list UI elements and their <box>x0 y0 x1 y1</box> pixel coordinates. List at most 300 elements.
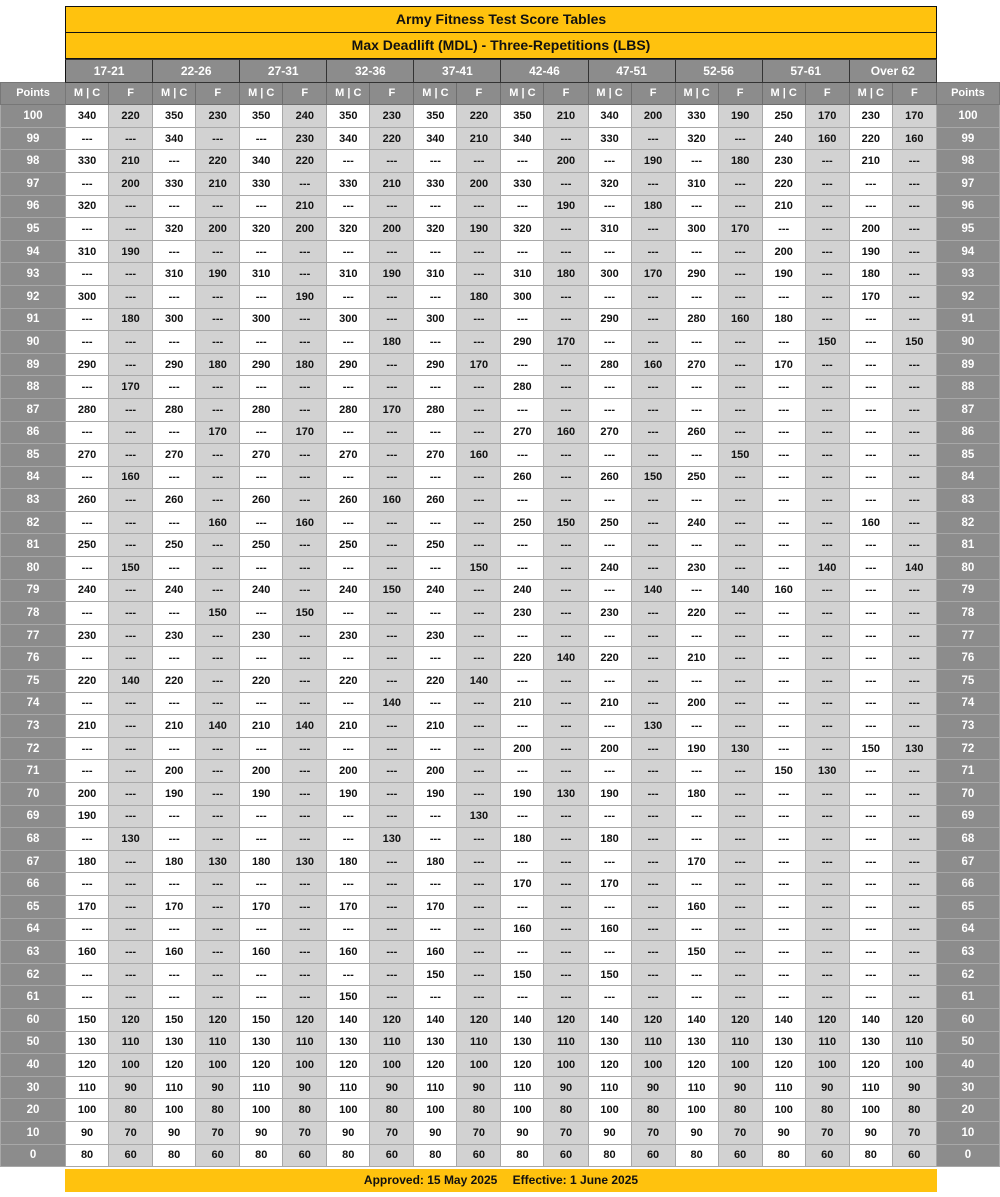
score-cell-mc: --- <box>501 489 544 512</box>
score-cell-f: 90 <box>196 1076 240 1099</box>
score-cell-mc: --- <box>762 602 805 625</box>
score-cell-mc: 90 <box>501 1121 544 1144</box>
score-cell-f: 110 <box>283 1031 327 1054</box>
age-group-header: 42-46 <box>501 60 588 83</box>
score-cell-f: --- <box>109 602 153 625</box>
score-cell-f: --- <box>196 285 240 308</box>
score-cell-f: 90 <box>892 1076 936 1099</box>
score-cell-f: 110 <box>892 1031 936 1054</box>
score-cell-f: 80 <box>544 1099 588 1122</box>
score-cell-mc: 150 <box>501 963 544 986</box>
score-cell-f: --- <box>631 489 675 512</box>
table-row <box>1 963 1000 986</box>
score-cell-mc: --- <box>66 557 109 580</box>
score-cell-f: 120 <box>283 1008 327 1031</box>
points-cell-right: 85 <box>936 444 999 467</box>
score-cell-mc: 140 <box>414 1008 457 1031</box>
score-cell-f: --- <box>283 918 327 941</box>
score-cell-mc: --- <box>849 670 892 693</box>
score-cell-f: 80 <box>718 1099 762 1122</box>
score-cell-mc: 270 <box>240 444 283 467</box>
score-cell-f: 80 <box>370 1099 414 1122</box>
score-cell-mc: 90 <box>414 1121 457 1144</box>
points-cell-right: 89 <box>936 353 999 376</box>
score-cell-f: --- <box>457 624 501 647</box>
score-cell-mc: 140 <box>588 1008 631 1031</box>
score-cell-mc: --- <box>675 963 718 986</box>
score-cell-f: --- <box>196 534 240 557</box>
score-cell-mc: --- <box>66 647 109 670</box>
score-cell-f: --- <box>457 647 501 670</box>
score-cell-mc: --- <box>762 624 805 647</box>
score-cell-mc: --- <box>762 895 805 918</box>
score-cell-mc: --- <box>762 873 805 896</box>
score-cell-f: 60 <box>370 1144 414 1167</box>
score-cell-f: --- <box>892 353 936 376</box>
score-cell-mc: --- <box>153 240 196 263</box>
score-cell-mc: --- <box>849 602 892 625</box>
score-cell-f: 90 <box>283 1076 327 1099</box>
score-cell-f: --- <box>631 398 675 421</box>
points-cell-left: 73 <box>1 715 66 738</box>
score-cell-f: --- <box>805 624 849 647</box>
score-cell-mc: 150 <box>588 963 631 986</box>
score-cell-f: --- <box>283 895 327 918</box>
score-cell-mc: 250 <box>327 534 370 557</box>
score-cell-mc: 240 <box>501 579 544 602</box>
score-cell-f: --- <box>805 240 849 263</box>
points-cell-left: 87 <box>1 398 66 421</box>
score-cell-mc: 230 <box>588 602 631 625</box>
score-cell-mc: --- <box>588 376 631 399</box>
score-cell-f: 190 <box>109 240 153 263</box>
score-cell-mc: 240 <box>66 579 109 602</box>
score-cell-f: 90 <box>805 1076 849 1099</box>
score-cell-mc: 110 <box>327 1076 370 1099</box>
score-cell-mc: 80 <box>153 1144 196 1167</box>
score-cell-mc: --- <box>762 398 805 421</box>
score-cell-f: --- <box>283 783 327 806</box>
score-cell-f: 210 <box>283 195 327 218</box>
points-cell-right: 10 <box>936 1121 999 1144</box>
table-row <box>1 466 1000 489</box>
score-cell-mc: 100 <box>327 1099 370 1122</box>
score-cell-f: 200 <box>631 105 675 128</box>
score-cell-mc: --- <box>849 534 892 557</box>
score-cell-f: --- <box>283 579 327 602</box>
score-cell-f: 230 <box>196 105 240 128</box>
score-cell-mc: 240 <box>240 579 283 602</box>
table-row <box>1 421 1000 444</box>
score-cell-f: --- <box>631 308 675 331</box>
table-row <box>1 1076 1000 1099</box>
score-cell-f: --- <box>718 986 762 1009</box>
points-cell-left: 72 <box>1 737 66 760</box>
score-cell-f: 130 <box>805 760 849 783</box>
score-cell-f: --- <box>109 195 153 218</box>
score-cell-f: 190 <box>718 105 762 128</box>
score-cell-mc: 230 <box>762 150 805 173</box>
score-cell-f: --- <box>457 737 501 760</box>
score-cell-mc: --- <box>501 670 544 693</box>
male-combat-header: M | C <box>327 82 370 105</box>
score-cell-mc: --- <box>675 986 718 1009</box>
score-cell-mc: --- <box>675 285 718 308</box>
score-cell-f: --- <box>631 873 675 896</box>
score-cell-mc: --- <box>849 805 892 828</box>
score-cell-mc: --- <box>66 692 109 715</box>
table-row <box>1 398 1000 421</box>
points-cell-left: 97 <box>1 172 66 195</box>
points-cell-right: 67 <box>936 850 999 873</box>
female-header: F <box>283 82 327 105</box>
approved-date: Approved: 15 May 2025 <box>363 1173 498 1187</box>
score-cell-mc: --- <box>240 828 283 851</box>
score-cell-f: --- <box>283 737 327 760</box>
score-cell-f: 120 <box>892 1008 936 1031</box>
score-cell-mc: --- <box>66 986 109 1009</box>
score-cell-mc: 280 <box>675 308 718 331</box>
score-cell-mc: 110 <box>849 1076 892 1099</box>
score-cell-f: 100 <box>631 1054 675 1077</box>
score-cell-mc: 220 <box>762 172 805 195</box>
score-cell-f: --- <box>196 557 240 580</box>
score-cell-f: --- <box>370 444 414 467</box>
score-cell-mc: 170 <box>66 895 109 918</box>
score-cell-mc: 230 <box>240 624 283 647</box>
score-cell-mc: 100 <box>762 1099 805 1122</box>
score-cell-mc: 230 <box>153 624 196 647</box>
score-cell-mc: --- <box>588 850 631 873</box>
score-cell-f: --- <box>370 534 414 557</box>
score-cell-mc: 310 <box>414 263 457 286</box>
score-cell-f: --- <box>109 218 153 241</box>
score-cell-f: --- <box>631 805 675 828</box>
score-cell-mc: --- <box>675 444 718 467</box>
points-cell-left: 92 <box>1 285 66 308</box>
score-cell-f: --- <box>805 963 849 986</box>
score-cell-f: --- <box>283 828 327 851</box>
age-group-header: 37-41 <box>414 60 501 83</box>
table-row <box>1 873 1000 896</box>
score-cell-f: --- <box>196 692 240 715</box>
score-cell-mc: --- <box>588 941 631 964</box>
score-cell-mc: --- <box>153 963 196 986</box>
score-cell-f: --- <box>283 963 327 986</box>
table-row <box>1 557 1000 580</box>
score-cell-mc: 180 <box>327 850 370 873</box>
score-cell-f: 100 <box>805 1054 849 1077</box>
score-cell-f: --- <box>370 963 414 986</box>
score-cell-f: --- <box>370 918 414 941</box>
score-cell-f: --- <box>109 579 153 602</box>
male-combat-header: M | C <box>588 82 631 105</box>
score-cell-mc: --- <box>762 963 805 986</box>
score-cell-mc: 290 <box>327 353 370 376</box>
score-cell-f: 220 <box>457 105 501 128</box>
points-cell-left: 50 <box>1 1031 66 1054</box>
points-cell-right: 20 <box>936 1099 999 1122</box>
points-cell-left: 40 <box>1 1054 66 1077</box>
score-cell-f: --- <box>805 489 849 512</box>
table-row <box>1 805 1000 828</box>
score-cell-f: 150 <box>196 602 240 625</box>
score-cell-f: 120 <box>457 1008 501 1031</box>
score-cell-mc: --- <box>501 240 544 263</box>
score-cell-f: --- <box>457 895 501 918</box>
points-cell-left: 94 <box>1 240 66 263</box>
score-cell-f: --- <box>805 263 849 286</box>
points-cell-right: 40 <box>936 1054 999 1077</box>
points-cell-right: 78 <box>936 602 999 625</box>
score-cell-f: --- <box>892 511 936 534</box>
female-header: F <box>805 82 849 105</box>
score-cell-mc: 290 <box>153 353 196 376</box>
score-cell-f: --- <box>457 489 501 512</box>
score-cell-mc: --- <box>762 218 805 241</box>
score-cell-f: --- <box>544 218 588 241</box>
score-cell-f: 150 <box>544 511 588 534</box>
points-cell-left: 60 <box>1 1008 66 1031</box>
score-cell-f: --- <box>718 895 762 918</box>
score-cell-mc: --- <box>762 850 805 873</box>
score-cell-f: --- <box>109 534 153 557</box>
score-cell-f: --- <box>805 805 849 828</box>
score-cell-f: --- <box>196 873 240 896</box>
points-cell-left: 91 <box>1 308 66 331</box>
score-cell-f: --- <box>196 760 240 783</box>
score-cell-mc: 210 <box>675 647 718 670</box>
score-cell-f: --- <box>370 466 414 489</box>
score-cell-mc: --- <box>153 557 196 580</box>
score-cell-f: --- <box>109 760 153 783</box>
score-cell-f: --- <box>805 715 849 738</box>
score-cell-f: --- <box>457 941 501 964</box>
score-cell-mc: 330 <box>327 172 370 195</box>
score-cell-f: --- <box>544 285 588 308</box>
score-cell-f: --- <box>109 647 153 670</box>
score-cell-f: --- <box>370 783 414 806</box>
score-cell-f: --- <box>892 918 936 941</box>
score-cell-f: 140 <box>457 670 501 693</box>
score-cell-mc: 140 <box>762 1008 805 1031</box>
score-cell-f: --- <box>805 828 849 851</box>
score-cell-mc: --- <box>153 466 196 489</box>
score-cell-mc: --- <box>66 172 109 195</box>
score-cell-f: 180 <box>196 353 240 376</box>
score-cell-f: --- <box>805 737 849 760</box>
score-cell-f: 140 <box>892 557 936 580</box>
score-cell-f: 60 <box>196 1144 240 1167</box>
score-cell-f: 140 <box>196 715 240 738</box>
score-cell-f: 180 <box>718 150 762 173</box>
table-row <box>1 828 1000 851</box>
score-cell-f: --- <box>718 240 762 263</box>
score-cell-mc: 330 <box>66 150 109 173</box>
score-cell-mc: --- <box>327 240 370 263</box>
table-row <box>1 353 1000 376</box>
score-cell-mc: --- <box>501 715 544 738</box>
score-cell-f: 140 <box>805 557 849 580</box>
table-row <box>1 624 1000 647</box>
score-cell-f: --- <box>370 195 414 218</box>
score-cell-mc: --- <box>240 737 283 760</box>
score-cell-mc: 190 <box>153 783 196 806</box>
score-cell-f: 100 <box>892 1054 936 1077</box>
score-cell-f: 210 <box>109 150 153 173</box>
score-cell-f: 80 <box>196 1099 240 1122</box>
score-cell-f: --- <box>631 918 675 941</box>
score-cell-f: --- <box>370 240 414 263</box>
score-cell-f: 70 <box>196 1121 240 1144</box>
score-cell-mc: 110 <box>501 1076 544 1099</box>
score-cell-f: --- <box>283 760 327 783</box>
score-cell-mc: --- <box>762 918 805 941</box>
points-cell-right: 50 <box>936 1031 999 1054</box>
age-group-header: 22-26 <box>153 60 240 83</box>
score-cell-f: 230 <box>283 127 327 150</box>
score-cell-f: --- <box>544 308 588 331</box>
score-cell-f: --- <box>631 421 675 444</box>
score-cell-mc: --- <box>240 195 283 218</box>
score-cell-f: 160 <box>109 466 153 489</box>
score-cell-f: --- <box>457 376 501 399</box>
score-cell-f: --- <box>283 308 327 331</box>
score-cell-mc: --- <box>762 715 805 738</box>
score-cell-mc: 300 <box>675 218 718 241</box>
score-cell-f: --- <box>283 331 327 354</box>
score-cell-mc: 340 <box>240 150 283 173</box>
score-cell-mc: --- <box>849 353 892 376</box>
score-cell-mc: --- <box>588 240 631 263</box>
table-row <box>1 715 1000 738</box>
score-cell-mc: 180 <box>153 850 196 873</box>
score-cell-f: --- <box>544 172 588 195</box>
score-cell-mc: --- <box>327 466 370 489</box>
male-combat-header: M | C <box>414 82 457 105</box>
age-group-header: 27-31 <box>240 60 327 83</box>
score-cell-f: --- <box>544 715 588 738</box>
score-cell-mc: --- <box>588 195 631 218</box>
score-cell-mc: --- <box>762 285 805 308</box>
table-row <box>1 150 1000 173</box>
score-cell-f: --- <box>718 489 762 512</box>
score-cell-mc: 160 <box>501 918 544 941</box>
score-cell-mc: 180 <box>501 828 544 851</box>
points-cell-right: 99 <box>936 127 999 150</box>
score-cell-mc: --- <box>66 421 109 444</box>
score-cell-f: --- <box>196 579 240 602</box>
score-cell-mc: 120 <box>849 1054 892 1077</box>
points-cell-left: 100 <box>1 105 66 128</box>
score-cell-mc: --- <box>66 127 109 150</box>
score-cell-f: --- <box>631 647 675 670</box>
score-cell-f: --- <box>631 670 675 693</box>
score-cell-mc: --- <box>66 218 109 241</box>
score-cell-mc: 300 <box>414 308 457 331</box>
score-cell-mc: 80 <box>414 1144 457 1167</box>
score-cell-f: --- <box>196 986 240 1009</box>
score-cell-f: --- <box>892 218 936 241</box>
score-cell-f: --- <box>718 557 762 580</box>
score-cell-f: --- <box>370 376 414 399</box>
score-cell-mc: 150 <box>240 1008 283 1031</box>
score-cell-f: --- <box>631 331 675 354</box>
score-cell-f: --- <box>196 308 240 331</box>
table-row <box>1 941 1000 964</box>
score-cell-mc: --- <box>414 240 457 263</box>
score-cell-f: --- <box>892 828 936 851</box>
score-cell-f: --- <box>283 647 327 670</box>
score-cell-mc: --- <box>66 760 109 783</box>
score-cell-f: --- <box>283 670 327 693</box>
table-row <box>1 376 1000 399</box>
score-cell-f: 170 <box>631 263 675 286</box>
score-cell-f: --- <box>370 760 414 783</box>
score-cell-f: 160 <box>631 353 675 376</box>
score-cell-f: --- <box>370 670 414 693</box>
score-cell-f: --- <box>457 760 501 783</box>
table-row <box>1 1031 1000 1054</box>
female-header: F <box>109 82 153 105</box>
points-cell-left: 96 <box>1 195 66 218</box>
score-cell-f: --- <box>196 331 240 354</box>
score-cell-f: 200 <box>283 218 327 241</box>
score-cell-f: --- <box>457 850 501 873</box>
score-cell-f: --- <box>718 331 762 354</box>
score-cell-mc: --- <box>762 670 805 693</box>
score-cell-mc: --- <box>849 647 892 670</box>
score-cell-f: --- <box>544 873 588 896</box>
score-cell-mc: 200 <box>66 783 109 806</box>
score-cell-f: --- <box>370 850 414 873</box>
score-cell-mc: 180 <box>849 263 892 286</box>
score-cell-mc: --- <box>240 557 283 580</box>
score-cell-f: --- <box>283 873 327 896</box>
score-cell-mc: 90 <box>762 1121 805 1144</box>
score-cell-f: --- <box>718 624 762 647</box>
score-cell-mc: --- <box>849 444 892 467</box>
score-cell-mc: --- <box>501 624 544 647</box>
score-cell-mc: 220 <box>588 647 631 670</box>
points-cell-left: 61 <box>1 986 66 1009</box>
score-cell-mc: 120 <box>762 1054 805 1077</box>
score-cell-mc: 180 <box>414 850 457 873</box>
score-cell-f: --- <box>718 873 762 896</box>
score-cell-f: --- <box>631 737 675 760</box>
score-cell-f: --- <box>544 398 588 421</box>
points-cell-right: 87 <box>936 398 999 421</box>
score-cell-mc: --- <box>849 760 892 783</box>
score-cell-mc: --- <box>66 263 109 286</box>
score-cell-mc: 300 <box>240 308 283 331</box>
points-cell-left: 90 <box>1 331 66 354</box>
score-cell-f: --- <box>631 692 675 715</box>
score-cell-mc: 170 <box>240 895 283 918</box>
score-cell-mc: 320 <box>588 172 631 195</box>
score-cell-mc: --- <box>849 895 892 918</box>
score-cell-f: --- <box>892 195 936 218</box>
score-cell-f: --- <box>718 828 762 851</box>
score-cell-f: 60 <box>631 1144 675 1167</box>
score-cell-f: --- <box>283 557 327 580</box>
score-cell-mc: --- <box>762 647 805 670</box>
score-cell-f: --- <box>805 398 849 421</box>
score-cell-f: --- <box>109 127 153 150</box>
score-cell-mc: 100 <box>66 1099 109 1122</box>
score-cell-mc: --- <box>762 805 805 828</box>
score-cell-mc: 320 <box>66 195 109 218</box>
